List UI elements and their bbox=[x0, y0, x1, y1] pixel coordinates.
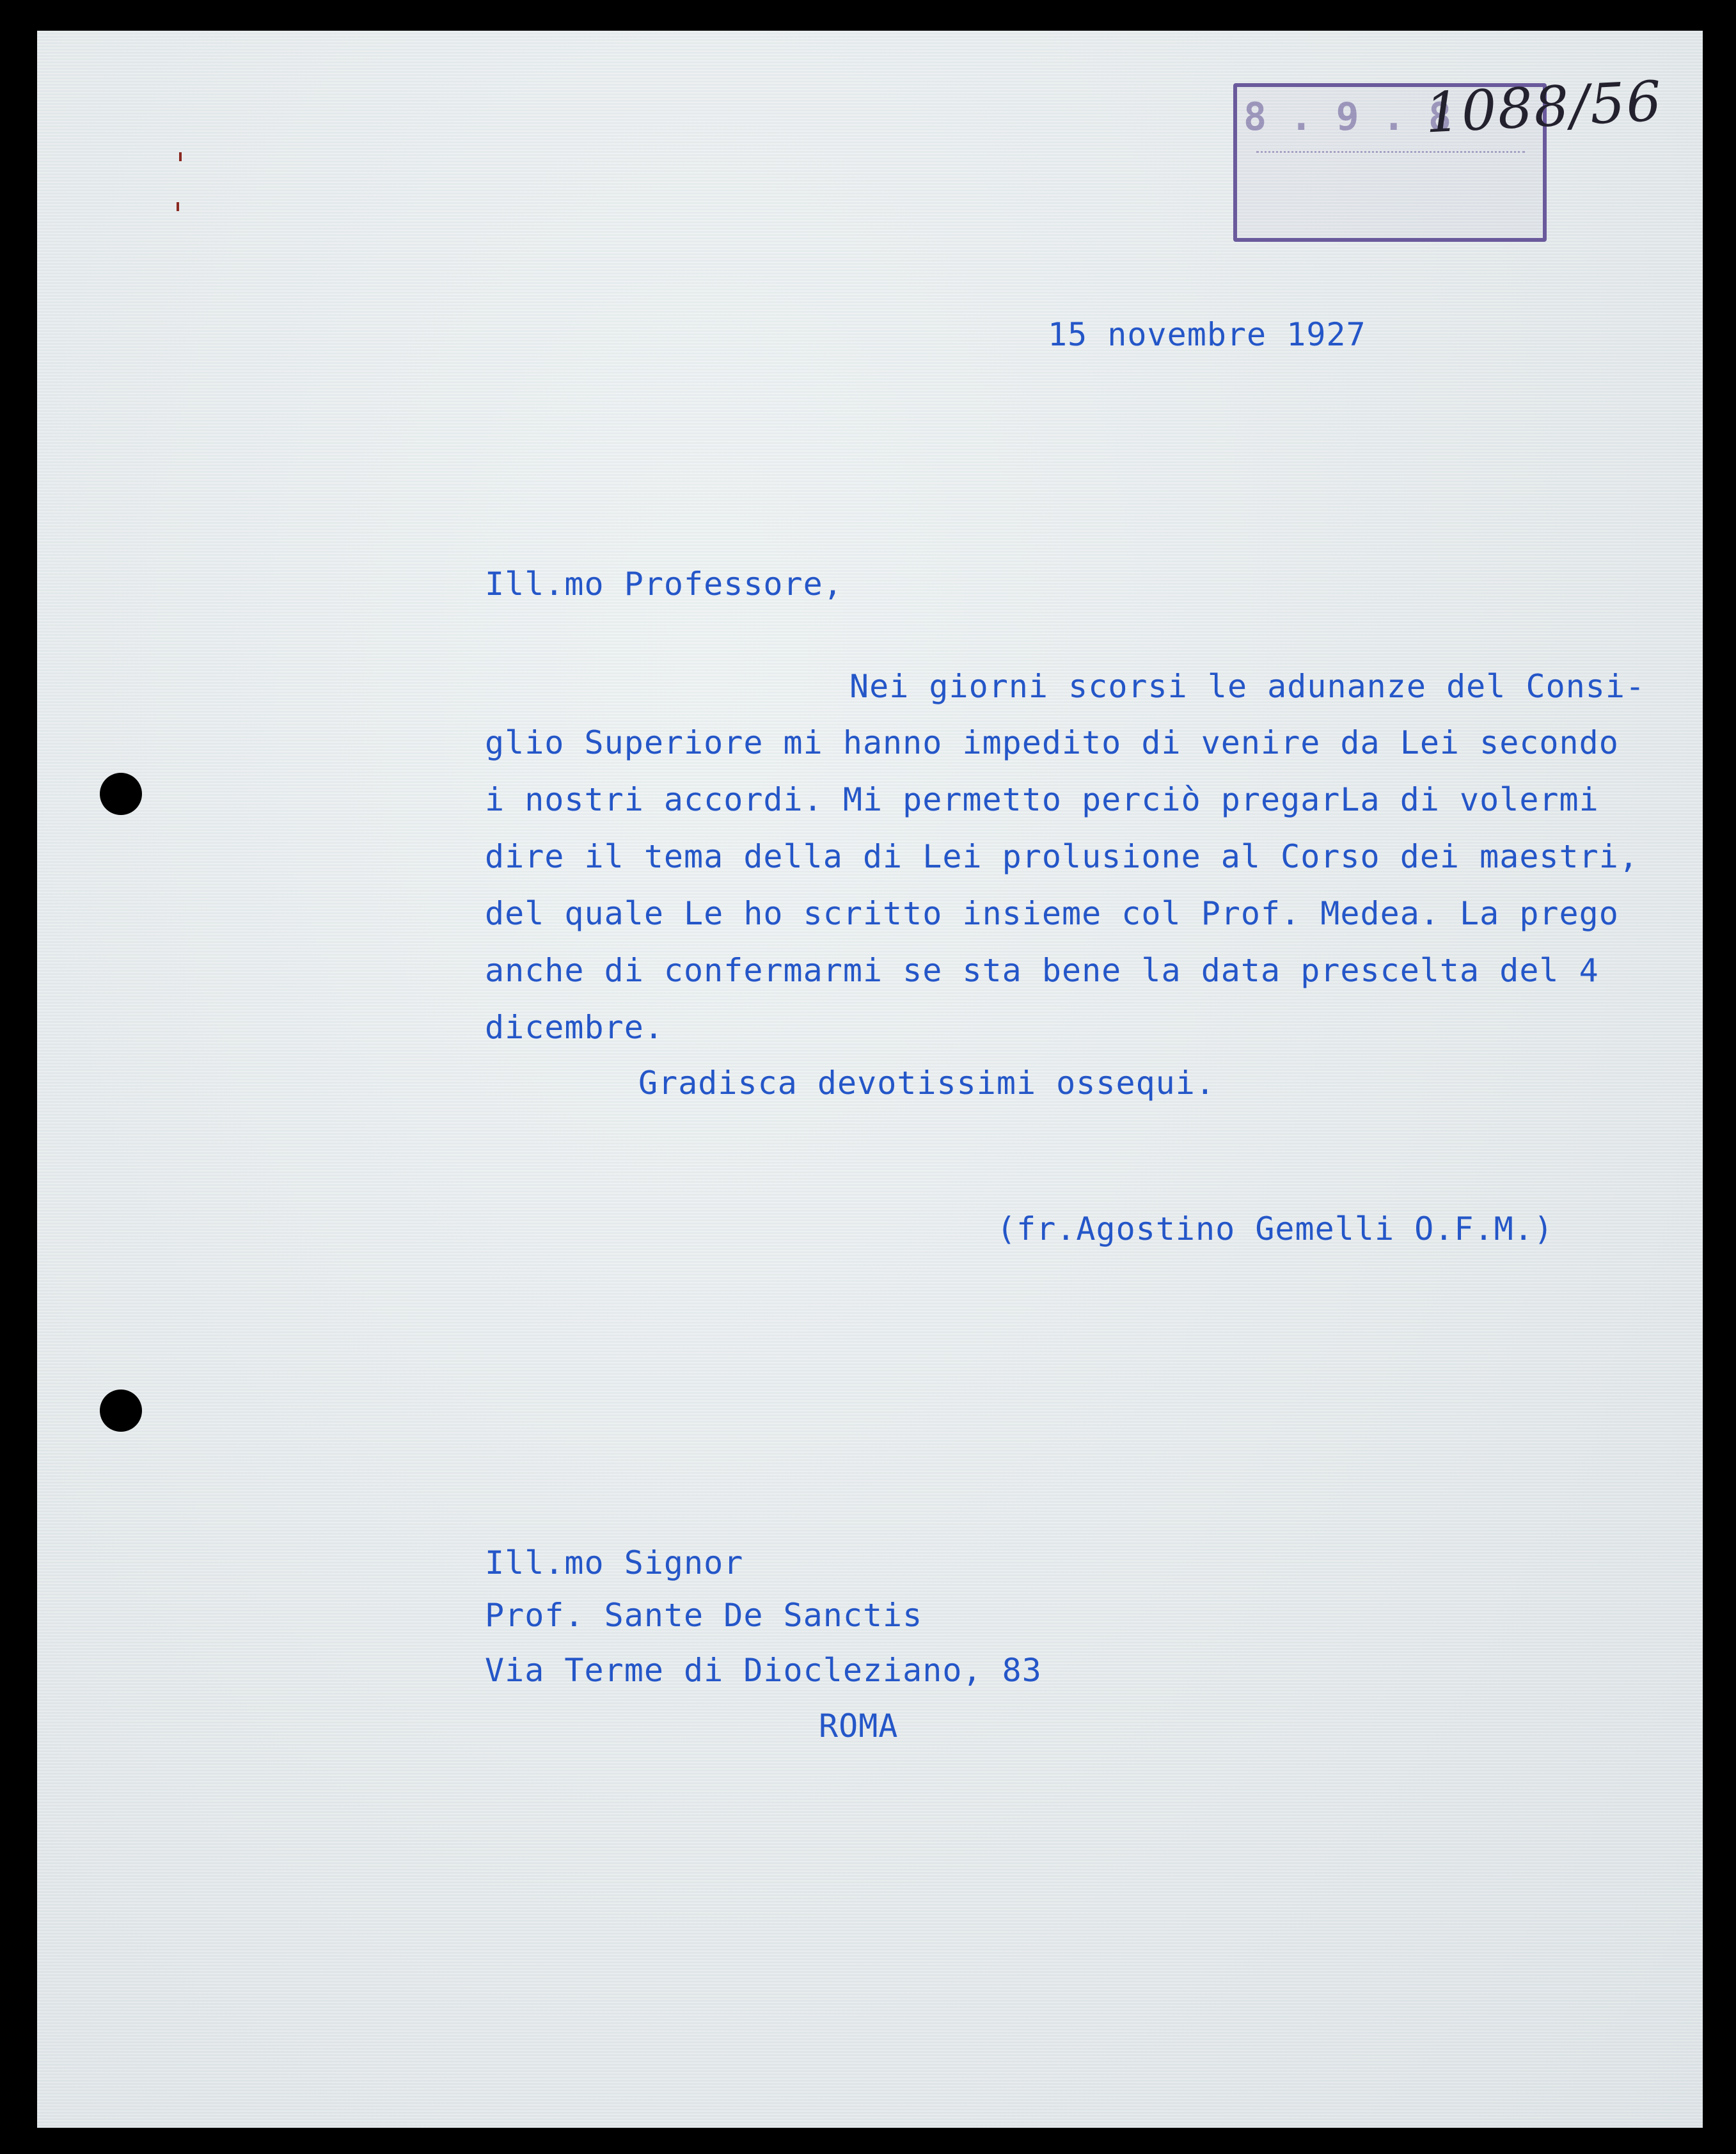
punch-hole-bottom bbox=[100, 1390, 142, 1432]
body-line: glio Superiore mi hanno impedito di venire da Lei secondo bbox=[485, 724, 1619, 761]
recipient-name: Prof. Sante De Sanctis bbox=[485, 1597, 923, 1634]
letter-sheet bbox=[37, 31, 1703, 2128]
salutation: Ill.mo Professore, bbox=[485, 566, 843, 603]
edge-mark bbox=[177, 202, 179, 211]
signature: (fr.Agostino Gemelli O.F.M.) bbox=[997, 1210, 1554, 1247]
stamp-text: 8 . 9 . 8 bbox=[1243, 95, 1452, 139]
body-line: anche di confermarmi se sta bene la data prescelta del 4 bbox=[485, 952, 1599, 989]
body-line: dicembre. bbox=[485, 1009, 664, 1046]
closing: Gradisca devotissimi ossequi. bbox=[638, 1065, 1215, 1102]
letter-date: 15 novembre 1927 bbox=[1048, 316, 1366, 353]
stamp-rule bbox=[1256, 151, 1525, 159]
body-line: Nei giorni scorsi le adunanze del Consi- bbox=[849, 668, 1646, 705]
punch-hole-top bbox=[100, 773, 142, 815]
manuscript-number: 1088/56 bbox=[1423, 69, 1664, 146]
body-line: dire il tema della di Lei prolusione al Corso dei maestri, bbox=[485, 838, 1639, 875]
recipient-city: ROMA bbox=[819, 1707, 899, 1745]
body-line: del quale Le ho scritto insieme col Prof. Medea. La prego bbox=[485, 895, 1619, 932]
edge-mark bbox=[179, 152, 182, 161]
body-line: i nostri accordi. Mi permetto perciò pregarLa di volermi bbox=[485, 781, 1599, 818]
recipient-street: Via Terme di Diocleziano, 83 bbox=[485, 1652, 1042, 1689]
recipient-title: Ill.mo Signor bbox=[485, 1544, 744, 1581]
